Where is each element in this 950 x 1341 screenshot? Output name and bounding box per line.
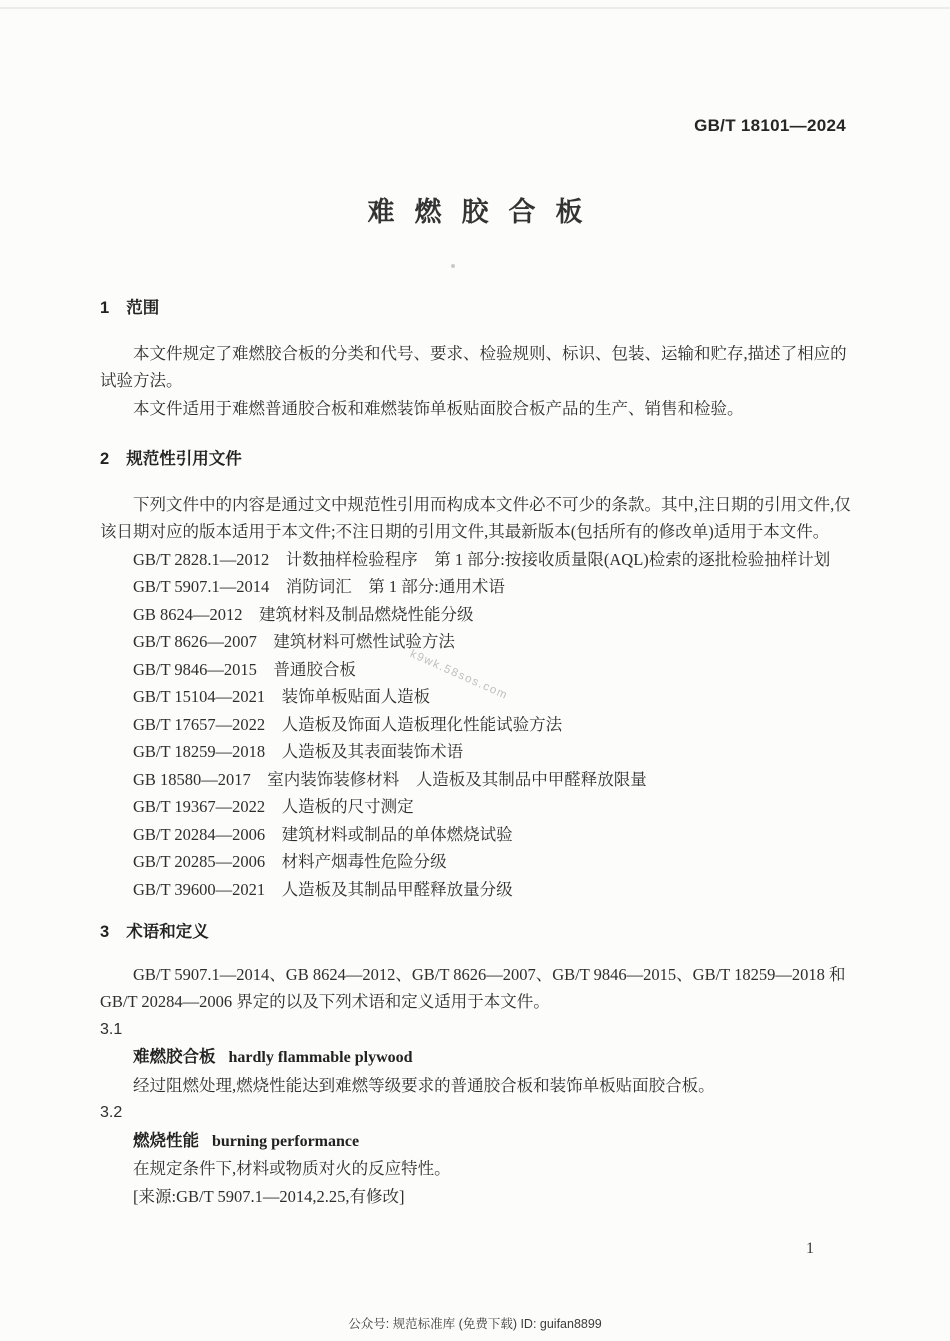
reference-item: GB/T 39600—2021 人造板及其制品甲醛释放量分级 xyxy=(133,879,513,899)
term-line-3-2 xyxy=(100,1127,856,1156)
reference-item: GB 18580—2017 室内装饰装修材料 人造板及其制品中甲醛释放限量 xyxy=(133,769,647,789)
term-line-3-1 xyxy=(100,1043,856,1072)
section-3-title: 术语和定义 xyxy=(126,923,209,941)
term-definition-3-2: 在规定条件下,材料或物质对火的反应特性。 xyxy=(133,1159,451,1178)
section-3-heading xyxy=(100,919,856,947)
reference-item: GB/T 17657—2022 人造板及饰面人造板理化性能试验方法 xyxy=(133,714,563,734)
scope-paragraph-2: 本文件适用于难燃普通胶合板和难燃装饰单板贴面胶合板产品的生产、销售和检验。 xyxy=(133,398,744,418)
terms-intro: GB/T 5907.1—2014、GB 8624—2012、GB/T 8626—2007、GB/T 9846—2015、GB/T 18259—2018 和 GB/T 20284—2006 界定的以及下列术语和定义适用于本文件。 xyxy=(100,964,846,1011)
reference-item: GB/T 2828.1—2012 计数抽样检验程序 第 1 部分:按接收质量限(AQL)检索的逐批检验抽样计划 xyxy=(133,549,831,569)
reference-item: GB/T 20285—2006 材料产烟毒性危险分级 xyxy=(133,852,447,871)
reference-item: GB/T 18259—2018 人造板及其表面装饰术语 xyxy=(133,742,464,761)
term-en: burning performance xyxy=(212,1132,360,1150)
scan-edge-line xyxy=(0,7,950,9)
section-2-number: 2 xyxy=(100,450,110,468)
reference-item: GB 8624—2012 建筑材料及制品燃烧性能分级 xyxy=(133,604,474,624)
reference-item: GB/T 5907.1—2014 消防词汇 第 1 部分:通用术语 xyxy=(133,577,505,596)
clause-number-3-2: 3.2 xyxy=(100,1104,123,1121)
reference-item: GB/T 19367—2022 人造板的尺寸测定 xyxy=(133,797,414,816)
source-note: [来源:GB/T 5907.1—2014,2.25,有修改] xyxy=(133,1186,405,1206)
footer-note: 公众号: 规范标准库 (免费下载) ID: guifan8899 xyxy=(348,1317,602,1331)
normative-references-intro: 下列文件中的内容是通过文中规范性引用而构成本文件必不可少的条款。其中,注日期的引用文件,仅该日期对应的版本适用于本文件;不注日期的引用文件,其最新版本(包括所有的修改单)适用于本文件。 xyxy=(100,494,851,541)
watermark: k9wk.58sos.com xyxy=(408,648,510,703)
section-1-number: 1 xyxy=(100,299,110,317)
section-1-heading xyxy=(100,295,856,323)
term-zh: 难燃胶合板 xyxy=(133,1048,216,1066)
section-3-number: 3 xyxy=(100,923,110,941)
document-body xyxy=(100,288,856,1210)
reference-item: GB/T 8626—2007 建筑材料可燃性试验方法 xyxy=(133,632,455,651)
term-en: hardly flammable plywood xyxy=(228,1049,413,1066)
reference-item: GB/T 15104—2021 装饰单板贴面人造板 xyxy=(133,687,431,706)
page-number: 1 xyxy=(806,1240,814,1257)
section-2-heading xyxy=(100,446,856,474)
clause-number-3-1: 3.1 xyxy=(100,1020,123,1038)
term-zh: 燃烧性能 xyxy=(133,1131,199,1150)
document-title: 难燃胶合板 xyxy=(367,197,603,227)
standard-code: GB/T 18101—2024 xyxy=(694,116,846,135)
term-definition-3-1: 经过阻燃处理,燃烧性能达到难燃等级要求的普通胶合板和装饰单板贴面胶合板。 xyxy=(133,1075,715,1095)
ink-speck xyxy=(451,264,455,268)
section-2-title: 规范性引用文件 xyxy=(126,450,242,468)
scope-paragraph-1: 本文件规定了难燃胶合板的分类和代号、要求、检验规则、标识、包装、运输和贮存,描述了相应的试验方法。 xyxy=(100,343,847,390)
reference-item: GB/T 20284—2006 建筑材料或制品的单体燃烧试验 xyxy=(133,824,513,844)
section-1-title: 范围 xyxy=(126,299,160,317)
reference-item: GB/T 9846—2015 普通胶合板 xyxy=(133,659,356,679)
